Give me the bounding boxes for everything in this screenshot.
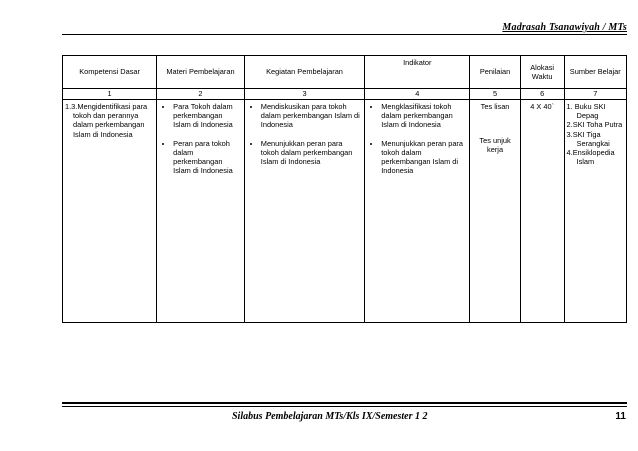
list-item: • Menunjukkan peran para tokoh dalam perkembangan Islam di Indonesia	[261, 139, 362, 167]
cell-penilaian	[470, 100, 520, 323]
list-item: 2.SKI Toha Putra	[566, 120, 623, 130]
column-number: 1	[63, 89, 157, 100]
header-kegiatan: Kegiatan Pembelajaran	[244, 56, 364, 89]
cell-alokasi	[520, 100, 564, 323]
column-number: 7	[564, 89, 626, 100]
header-sumber: Sumber Belajar	[564, 56, 626, 89]
header-materi: Materi Pembelajaran	[157, 56, 245, 89]
penilaian-item: Tes lisan	[480, 102, 510, 111]
column-number-row	[63, 89, 627, 100]
list-item: • Menunjukkan peran para tokoh dalam perkembangan Islam di Indonesia	[381, 139, 467, 176]
footer-rule	[62, 402, 627, 404]
list-item: • Peran para tokoh dalam perkembangan Islam di Indonesia	[173, 139, 242, 176]
header-penilaian: Penilaian	[470, 56, 520, 89]
column-number: 5	[470, 89, 520, 100]
list-item: 4.Ensiklopedia Islam	[566, 148, 615, 167]
list-item: • Para Tokoh dalam perkembangan Islam di Indonesia	[173, 102, 242, 130]
table-row	[63, 100, 627, 323]
top-rule	[62, 34, 627, 35]
footer-rule-thin	[62, 406, 627, 407]
cell-materi	[157, 100, 245, 323]
cell-indikator	[365, 100, 470, 323]
header-alokasi: Alokasi Waktu	[520, 56, 564, 89]
list-item: 1. Buku SKI Depag	[566, 102, 606, 121]
footer-text: Silabus Pembelajaran MTs/Kls IX/Semester 1 2	[232, 411, 428, 422]
column-number: 6	[520, 89, 564, 100]
header-indikator: Indikator	[365, 56, 470, 89]
page-number: 11	[615, 411, 626, 422]
cell-kegiatan	[244, 100, 364, 323]
alokasi-text: 4 X 40`	[530, 102, 555, 111]
penilaian-item: Tes unjuk kerja	[479, 136, 511, 155]
syllabus-table	[62, 55, 627, 323]
header-row	[63, 56, 627, 89]
header-title: Madrasah Tsanawiyah / MTs	[502, 22, 627, 33]
list-item: • Mendiskusikan para tokoh dalam perkembangan Islam di Indonesia	[261, 102, 362, 130]
column-number: 4	[365, 89, 470, 100]
list-item: 3.SKI Tiga Serangkai	[566, 129, 610, 148]
column-number: 2	[157, 89, 245, 100]
cell-kompetensi	[63, 100, 157, 323]
cell-sumber	[564, 100, 626, 323]
column-number: 3	[244, 89, 364, 100]
list-item: • Mengklasifikasi tokoh dalam perkembangan Islam di Indonesia	[381, 102, 467, 130]
kompetensi-text: 1.3.Mengidentifikasi para tokoh dan perannya dalam perkembangan Islam di Indonesia	[65, 102, 148, 139]
header-kompetensi: Kompetensi Dasar	[63, 56, 157, 89]
